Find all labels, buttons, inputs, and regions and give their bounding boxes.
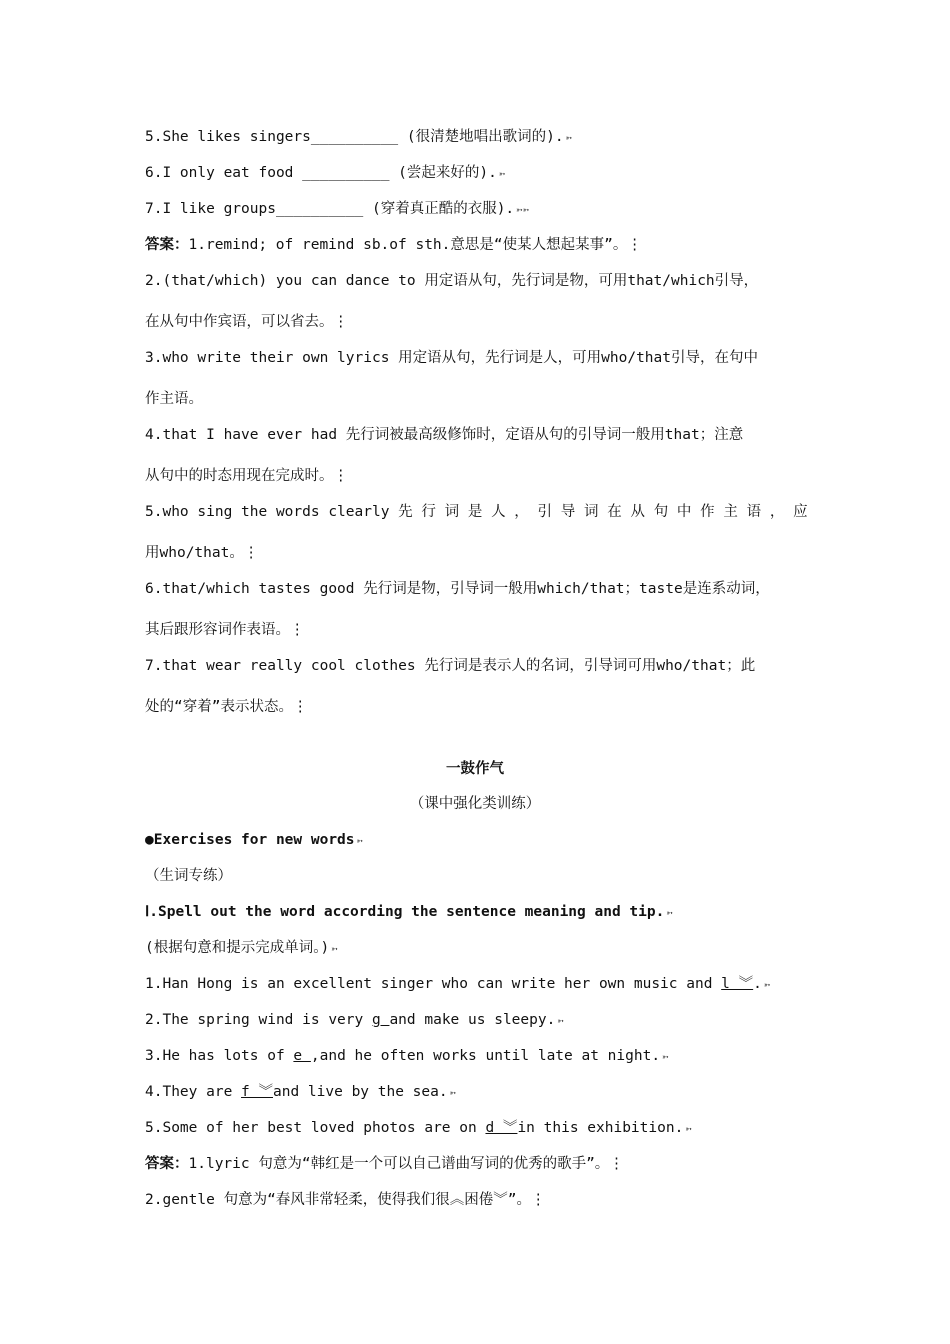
section-subtitle: （课中强化类训练） [409, 796, 541, 812]
answer-blank[interactable]: f ︾ [241, 1084, 273, 1100]
answer-2-line1: 2.(that/which) you can dance to 用定语从句，先行词是物，可用that/which引导， [145, 273, 759, 289]
section-title: 一鼓作气 [446, 761, 504, 777]
answer-label: 答案： [145, 1156, 189, 1172]
ornament-icon: ➳ [666, 906, 673, 919]
exercise-heading-cn: （生词专练） [145, 868, 232, 884]
part1-instruction: Ⅰ.Spell out the word according the sentence meaning and tip. ➳ [145, 904, 673, 920]
exercise-heading: ●Exercises for new words ➳ [145, 832, 364, 848]
ornament-icon: ➳➳ [516, 203, 530, 216]
answer-blank[interactable]: d ︾ [485, 1120, 518, 1136]
ornament-icon: ➳ [685, 1122, 692, 1135]
ornament-icon: ➳ [449, 1086, 457, 1099]
answer-5-line2: 用who/that。⋮ [145, 545, 259, 561]
answer-6-line1: 6.that/which tastes good 先行词是物，引导词一般用which/that；taste是连系动词， [145, 581, 770, 597]
spell-question-4: 4.They are f ︾and live by the sea. ➳ [145, 1084, 457, 1100]
spell-question-5: 5.Some of her best loved photos are on d ︾in this exhibition. ➳ [145, 1120, 692, 1136]
answer-4-line2: 从句中的时态用现在完成时。⋮ [145, 468, 348, 484]
ornament-icon: ➳ [498, 167, 506, 180]
spell-question-3: 3.He has lots of e ,and he often works until late at night. ➳ [145, 1048, 669, 1064]
answer-blank[interactable]: e [293, 1048, 311, 1064]
answer-2-line2: 在从句中作宾语，可以省去。⋮ [145, 314, 348, 330]
answer-label: 答案： [145, 237, 189, 253]
answer-5-line1: 5.who sing the words clearly 先 行 词 是 人 ， 引 导 词 在 从 句 中 作 主 语 ， 应 [145, 504, 808, 520]
answer-1: 答案：1.remind; of remind sb.of sth.意思是“使某人想起某事”。⋮ [145, 237, 642, 253]
ornament-icon: ➳ [565, 131, 573, 144]
ornament-icon: ➳ [763, 978, 771, 991]
answer-blank[interactable]: g [371, 1012, 390, 1028]
question-6-text: 6.I only eat food __________ (尝起来好的). ➳ [145, 165, 506, 181]
answer-7-line2: 处的“穿着”表示状态。⋮ [145, 699, 308, 715]
answer-3-line1: 3.who write their own lyrics 用定语从句，先行词是人，可用who/that引导，在句中 [145, 350, 758, 366]
answer-3-line2: 作主语。 [145, 391, 203, 407]
answer-blank[interactable]: l ︾ [721, 976, 754, 992]
ornament-icon: ➳ [662, 1050, 669, 1063]
part1-instruction-cn: (根据句意和提示完成单词。) ➳ [145, 940, 338, 956]
answer2-1: 答案：1.lyric 句意为“韩红是一个可以自己谱曲写词的优秀的歌手”。⋮ [145, 1156, 624, 1172]
question-5-text: 5.She likes singers__________ (很清楚地唱出歌词的). ➳ [145, 129, 573, 145]
question-7-text: 7.I like groups__________ (穿着真正酷的衣服). ➳➳ [145, 201, 530, 217]
ornament-icon: ➳ [557, 1014, 564, 1027]
answer-7-line1: 7.that wear really cool clothes 先行词是表示人的名词，引导词可用who/that；此 [145, 658, 756, 674]
answer2-2: 2.gentle 句意为“春风非常轻柔，使得我们很︽困倦︾”。⋮ [145, 1192, 546, 1208]
answer-4-line1: 4.that I have ever had 先行词被最高级修饰时，定语从句的引导词一般用that；注意 [145, 427, 744, 443]
spell-question-1: 1.Han Hong is an excellent singer who can write her own music and l ︾. ➳ [145, 976, 771, 992]
ornament-icon: ➳ [331, 942, 338, 955]
answer-6-line2: 其后跟形容词作表语。⋮ [145, 622, 305, 638]
ornament-icon: ➳ [356, 834, 364, 847]
spell-question-2: 2.The spring wind is very g and make us sleepy. ➳ [145, 1012, 564, 1028]
